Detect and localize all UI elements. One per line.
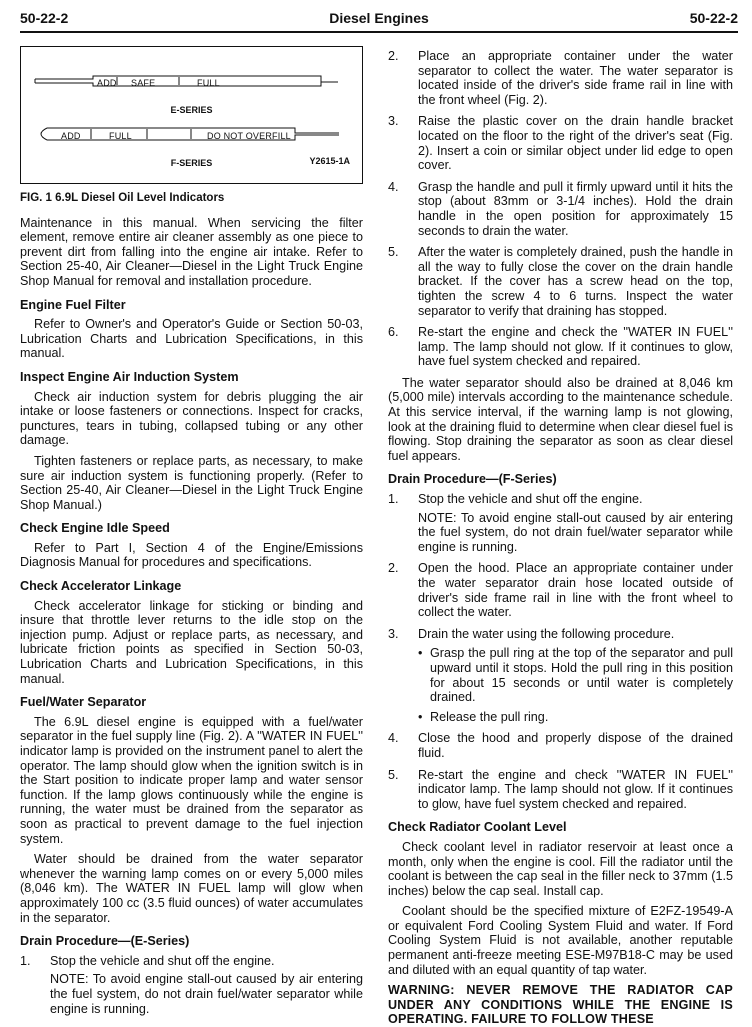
e-series-dipstick-outline	[33, 74, 345, 88]
e-series-step-3	[388, 114, 733, 172]
step-number: 4.	[388, 731, 399, 746]
header-page-number-right: 50-22-2	[689, 10, 738, 26]
step-number: 5.	[388, 767, 399, 782]
e-series-step-2	[388, 49, 733, 107]
f-series-step-2	[388, 561, 733, 619]
step-text: Close the hood and properly dispose of the drained fluid.	[418, 731, 733, 760]
step-note: NOTE: To avoid engine stall-out caused by air entering the fuel system, do not drain fuel/water separator while engine is running.	[50, 972, 363, 1016]
step-text: Drain the water using the following procedure.	[418, 626, 675, 641]
figure-caption: FIG. 1 6.9L Diesel Oil Level Indicators	[20, 192, 225, 204]
step-text: After the water is completely drained, push the handle in all the way to fully close the cover on the drain handle bracket. If the cover has a screw head on the top, tighten the screw 4 to 6 turns. Inspect the water separator to verify that draining has stopped.	[418, 245, 733, 318]
f-series-add-mark: ADD	[61, 131, 81, 141]
e-series-steps	[20, 954, 363, 1016]
coolant-paragraph-2: Coolant should be the specified mixture of E2FZ-19549-A or equivalent Ford Cooling System Fluid and water. If Ford Cooling System Fluid is not available, another reputable permanent anti-freeze meeting ESE-M97B18-C may be used and diluted with an equal quantity of tap water.	[388, 904, 733, 977]
f-series-label: F-SERIES	[170, 158, 213, 168]
step-number: 5.	[388, 245, 399, 260]
step-text: Stop the vehicle and shut off the engine.	[418, 492, 643, 507]
interval-paragraph: The water separator should also be drained at 8,046 km (5,000 mile) intervals according to the maintenance schedule. At this service interval, if the warning lamp is not glowing, look at the draining fluid to determine when clear diesel fuel is flowing. Stop draining the separator as soon as clear diesel fuel appears.	[388, 375, 733, 463]
step-text: Place an appropriate container under the water separator to collect the water. The water separator is located inside of the driver's side frame rail in line with the front wheel (Fig. 2).	[418, 49, 733, 107]
e-series-step-4	[388, 180, 733, 238]
heading-accelerator-linkage: Check Accelerator Linkage	[20, 579, 182, 594]
idle-speed-paragraph: Refer to Part I, Section 4 of the Engine/Emissions Diagnosis Manual for procedures and specifications.	[20, 540, 363, 570]
heading-drain-e-series: Drain Procedure—(E-Series)	[20, 934, 190, 949]
oil-level-figure	[20, 46, 363, 184]
step-number: 2.	[388, 49, 399, 63]
heading-drain-f-series: Drain Procedure—(F-Series)	[388, 472, 557, 487]
step-number: 4.	[388, 179, 399, 194]
step-number: 1.	[388, 492, 399, 507]
e-series-label: E-SERIES	[170, 105, 213, 115]
f-series-steps	[388, 492, 733, 811]
e-series-steps-continued	[388, 49, 733, 369]
f-series-full-mark: FULL	[109, 131, 132, 141]
bullet-item: • Grasp the pull ring at the top of the separator and pull upward until it stops. Hold the pull ring in this position for about 15 seconds or until water is completely drained.	[418, 646, 733, 704]
heading-radiator-coolant: Check Radiator Coolant Level	[388, 820, 567, 835]
accelerator-paragraph: Check accelerator linkage for sticking or binding and insure that throttle lever returns to the idle stop on the injection pump. Adjust or replace parts, as necessary, and lubricate friction points as specified in Section 50-03, Lubrication Charts and Lubrication Specifications, in this manual.	[20, 598, 363, 686]
e-series-dipstick	[33, 74, 345, 88]
f-series-step-5	[388, 768, 733, 812]
bullet-item: • Release the pull ring.	[418, 710, 733, 725]
e-series-full-mark: FULL	[197, 78, 220, 88]
intro-paragraph: Maintenance in this manual. When servicing the filter element, remove entire air cleaner assembly as one piece to prevent dirt from falling into the engine air intake. Refer to Section 25-40, Air Cleaner—Diesel in the Light Truck Engine Shop Manual for removal and installation procedure.	[20, 215, 363, 288]
step-number: 6.	[388, 325, 399, 340]
fuel-filter-paragraph: Refer to Owner's and Operator's Guide or Section 50-03, Lubrication Charts and Lubrication Specifications, in this manual.	[20, 317, 363, 361]
f-series-do-not-overfill-mark: DO NOT OVERFILL	[207, 131, 291, 141]
f-series-step-3	[388, 627, 733, 725]
heading-engine-fuel-filter: Engine Fuel Filter	[20, 297, 126, 312]
header-page-number-left: 50-22-2	[20, 10, 69, 26]
step-number: 3.	[388, 626, 399, 641]
f-series-step-3-bullets	[418, 646, 733, 724]
coolant-paragraph-1: Check coolant level in radiator reservoir at least once a month, only when the engine is cool. Fill the radiator until the coolant is between the cap seal in the filler neck to 37mm (1.5 inches) below the cap seal. Install cap.	[388, 839, 733, 898]
e-series-step-1	[20, 954, 363, 1016]
separator-paragraph-2: Water should be drained from the water separator whenever the warning lamp comes on or every 5,000 miles (8,046 km). The WATER IN FUEL lamp will glow when approximately 100 cc (3.5 fluid ounces) of water accumulates in the separator.	[20, 852, 363, 925]
air-induction-paragraph-1: Check air induction system for debris plugging the air intake or loose fasteners or connections. Inspect for cracks, punctures, tears in tubing, collapsed tubing or any other damage.	[20, 389, 363, 448]
step-text: Stop the vehicle and shut off the engine.	[50, 953, 275, 968]
header-rule	[20, 31, 738, 33]
f-series-step-4	[388, 731, 733, 760]
e-series-step-5	[388, 245, 733, 318]
step-note: NOTE: To avoid engine stall-out caused by air entering the fuel system, do not drain fuel/water separator while engine is running.	[418, 510, 733, 554]
e-series-add-mark: ADD	[97, 78, 117, 88]
air-induction-paragraph-2: Tighten fasteners or replace parts, as necessary, to make sure air induction system is functioning properly. (Refer to Section 25-40, Air Cleaner—Diesel in the Light Truck Engine Shop Manual.)	[20, 453, 363, 512]
page-header	[20, 10, 738, 30]
step-text: Re-start the engine and check the ''WATER IN FUEL'' lamp. The lamp should not glow. If it continues to glow, have fuel system checked and repaired.	[418, 325, 733, 369]
step-number: 3.	[388, 114, 399, 129]
e-series-safe-mark: SAFE	[131, 78, 156, 88]
separator-paragraph-1: The 6.9L diesel engine is equipped with a fuel/water separator in the fuel supply line (Fig. 2). A ''WATER IN FUEL'' indicator lamp is provided on the instrument panel to alert the operator. The lamp should glow when the ignition switch is in the Start position to indicate proper lamp and water sensor function. If the lamp glows continuously while the engine is running, the water must be drained from the separator as soon as practical to prevent damage to the fuel injection system.	[20, 714, 363, 846]
right-column	[388, 49, 733, 1027]
step-number: 2.	[388, 561, 399, 576]
header-section-title: Diesel Engines	[329, 10, 429, 26]
f-series-step-1	[388, 492, 733, 554]
figure-id: Y2615-1A	[309, 156, 350, 167]
left-column	[20, 46, 363, 1023]
step-number: 1.	[20, 953, 31, 968]
step-text: Open the hood. Place an appropriate container under the water separator drain hose located outside of driver's side frame rail in line with the front wheel to collect the water.	[418, 561, 733, 620]
heading-engine-idle-speed: Check Engine Idle Speed	[20, 521, 170, 536]
step-text: Grasp the handle and pull it firmly upward until it hits the stop (about 83mm or 3-1/4 inches). Hold the drain handle in the open position for approximately 15 seconds to drain the water.	[418, 179, 733, 238]
f-series-dipstick	[33, 127, 345, 141]
heading-air-induction: Inspect Engine Air Induction System	[20, 369, 239, 384]
radiator-cap-warning: WARNING: NEVER REMOVE THE RADIATOR CAP UNDER ANY CONDITIONS WHILE THE ENGINE IS OPERATING. FAILURE TO FOLLOW THESE	[388, 983, 733, 1027]
step-text: Re-start the engine and check ''WATER IN FUEL'' indicator lamp. The lamp should not glow. If it continues to glow, have fuel system checked and repaired.	[418, 767, 733, 811]
step-text: Raise the plastic cover on the drain handle bracket located on the floor to the right of the driver's seat (Fig. 2). Insert a coin or similar object under lid edge to open cover.	[418, 114, 733, 173]
e-series-step-6	[388, 325, 733, 369]
heading-fuel-water-separator: Fuel/Water Separator	[20, 695, 147, 710]
